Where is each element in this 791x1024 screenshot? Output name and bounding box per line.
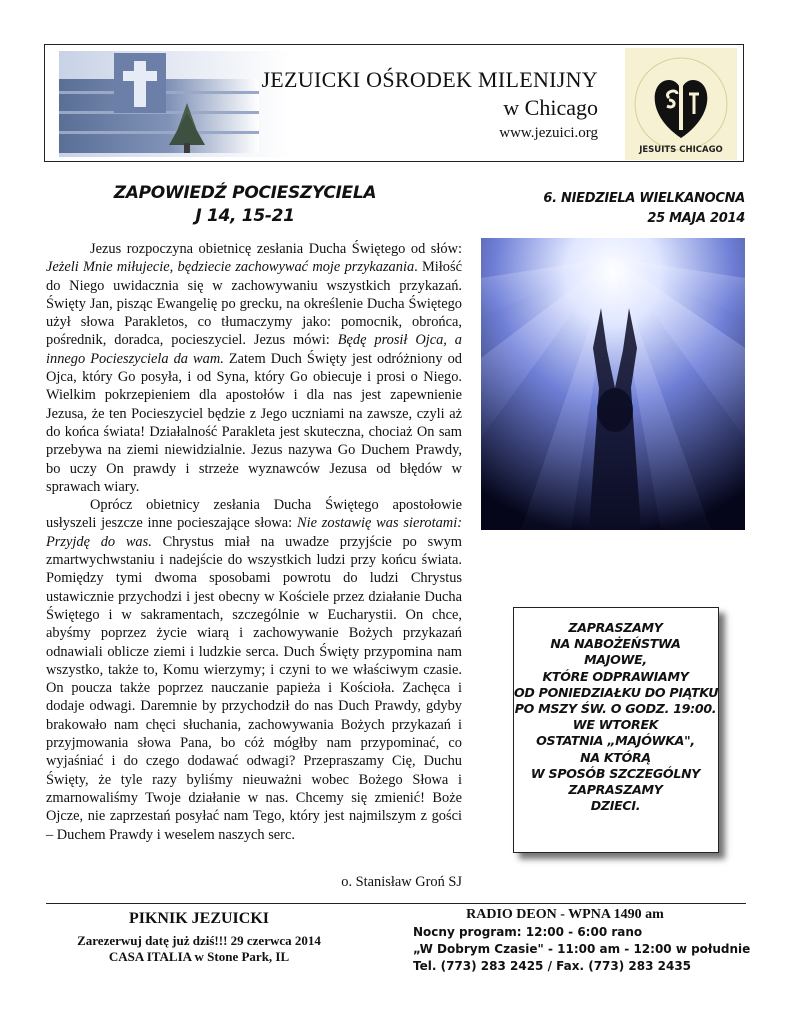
seal-text: JESUITS CHICAGO <box>639 145 723 155</box>
picnic-title: PIKNIK JEZUICKI <box>128 910 270 927</box>
website-link[interactable]: www.jezuici.org <box>499 125 598 141</box>
invitation-line: DZIECI. <box>590 798 641 814</box>
invitation-line: KTÓRE ODPRAWIAMY <box>542 668 689 684</box>
invitation-line: MAJOWE, <box>584 652 647 668</box>
raised-hands-light-image <box>481 238 745 530</box>
liturgical-sunday: 6. NIEDZIELA WIELKANOCNA <box>543 191 745 206</box>
center-city: w Chicago <box>503 95 598 120</box>
invitation-line: NA NABOŻEŃSTWA <box>550 636 681 652</box>
invitation-line: WE WTOREK <box>572 717 659 733</box>
sermon-date: 25 MAJA 2014 <box>647 211 745 226</box>
invitation-line: OSTATNIA „MAJÓWKA", <box>536 733 695 749</box>
invitation-line: W SPOSÓB SZCZEGÓLNY <box>530 765 701 781</box>
invitation-line: NA KTÓRĄ <box>580 749 651 765</box>
article-paragraph-1: Jezus rozpoczyna obietnicę zesłania Ducha Świętego od słów: Jeżeli Mnie miłujecie, będziecie zachowywać moje przykazania. Miłość do Niego uwidacznia się w zachowywaniu wszystkich przykazań. Święty Jan, pisząc Ewangelię po grecku, na określenie Ducha Świętego użył słowa Parakletos, co tłumaczymy jako: pomocnik, obrońca, pośrednik, doradca, pocieszyciel. Jezus mówi: Będę prosił Ojca, a innego Pocieszyciela da wam. Zatem Duch Święty jest odróżniony od Ojca, który Go posyła, i od Syna, który Go obiecuje i prosi o Niego. Wielkim pokrzepieniem dla apostołów i dla nas jest zapewnienie Jezusa, że ten Pocieszyciel będzie z Jego uczniami na zawsze, czyli aż do końca świata! Działalność Parakleta jest skuteczna, chociaż On sam przebywa na ziemi niewidzialnie. Jezus nazywa Go Duchem Prawdy, bo uczy On prawdy i strzeże wyznawców Jezusa od błędów w sprawach wiary. <box>46 241 463 495</box>
sermon-title: ZAPOWIEDŹ POCIESZYCIELA <box>113 183 377 203</box>
footer-divider <box>46 903 746 904</box>
invitation-text <box>514 620 717 814</box>
jesuits-chicago-seal <box>625 48 737 160</box>
header-box <box>44 44 744 162</box>
invitation-line: ZAPRASZAMY <box>568 782 663 798</box>
radio-night-program: Nocny program: 12:00 - 6:00 rano <box>413 925 643 939</box>
invitation-line: OD PONIEDZIAŁKU DO PIĄTKU <box>514 684 719 700</box>
center-name: JEZUICKI OŚRODEK MILENIJNY <box>261 67 598 92</box>
invitation-line: PO MSZY ŚW. O GODZ. 19:00. <box>514 701 717 717</box>
picnic-date: Zarezerwuj datę już dziś!!! 29 czerwca 2014 <box>77 933 321 948</box>
radio-contact: Tel. (773) 283 2425 / Fax. (773) 283 2435 <box>413 959 692 973</box>
picnic-location: CASA ITALIA w Stone Park, IL <box>108 949 290 964</box>
sermon-article <box>46 240 462 844</box>
gospel-reference: J 14, 15-21 <box>195 206 295 226</box>
radio-title: RADIO DEON - WPNA 1490 am <box>466 907 664 922</box>
radio-show-time: „W Dobrym Czasie" - 11:00 am - 12:00 w południe <box>413 942 751 956</box>
may-devotion-invitation <box>513 607 719 853</box>
invitation-line: ZAPRASZAMY <box>568 620 663 635</box>
article-paragraph-2: Oprócz obietnicy zesłania Ducha Świętego apostołowie usłyszeli jeszcze inne pocieszające słowa: Nie zostawię was sierotami: Przyjdę do was. Chrystus miał na uwadze przyjście po swym zmartwychwstaniu i nadejście do wszystkich ludzi przy końcu świata. Pomiędzy tymi dwoma sposobami powrotu do ludzi Chrystus ustawicznie przychodzi i jest obecny w Kościele przez działanie Ducha Świętego i w sakramentach, szczególnie w Eucharystii. On chce, abyśmy poprzez życie wiarą i zachowywanie Bożych przykazań odnawiali oblicze ziemi i ludzkie serca. Duch Święty przypomina nam wszystko, także to, Komu wierzymy; i czyni to we właściwym czasie. On poucza także poprzez nauczanie papieża i Kościoła. Zachęca i dodaje odwagi. Daremnie by przychodził do nas Duch Prawdy, gdyby brakowało nam chęci słuchania, zachowywania Bożych przykazań i przyjmowania słowa Pana, bo cóż mógłby nam przypominać, co wyjaśniać i do czego dodawać odwagi? Przepraszamy Cię, Duchu Święty, że tyle razy byliśmy nieuważni wobec Bożego Słowa i zmarnowaliśmy Twoje działanie w nas. Chcemy się zmienić! Boże Ojcze, nie zaprzestań posyłać nam Tego, który jest najmilszym z gości – Duchem Prawdy i weselem naszych serc. <box>46 497 462 843</box>
author-signature: o. Stanisław Groń SJ <box>341 874 462 890</box>
